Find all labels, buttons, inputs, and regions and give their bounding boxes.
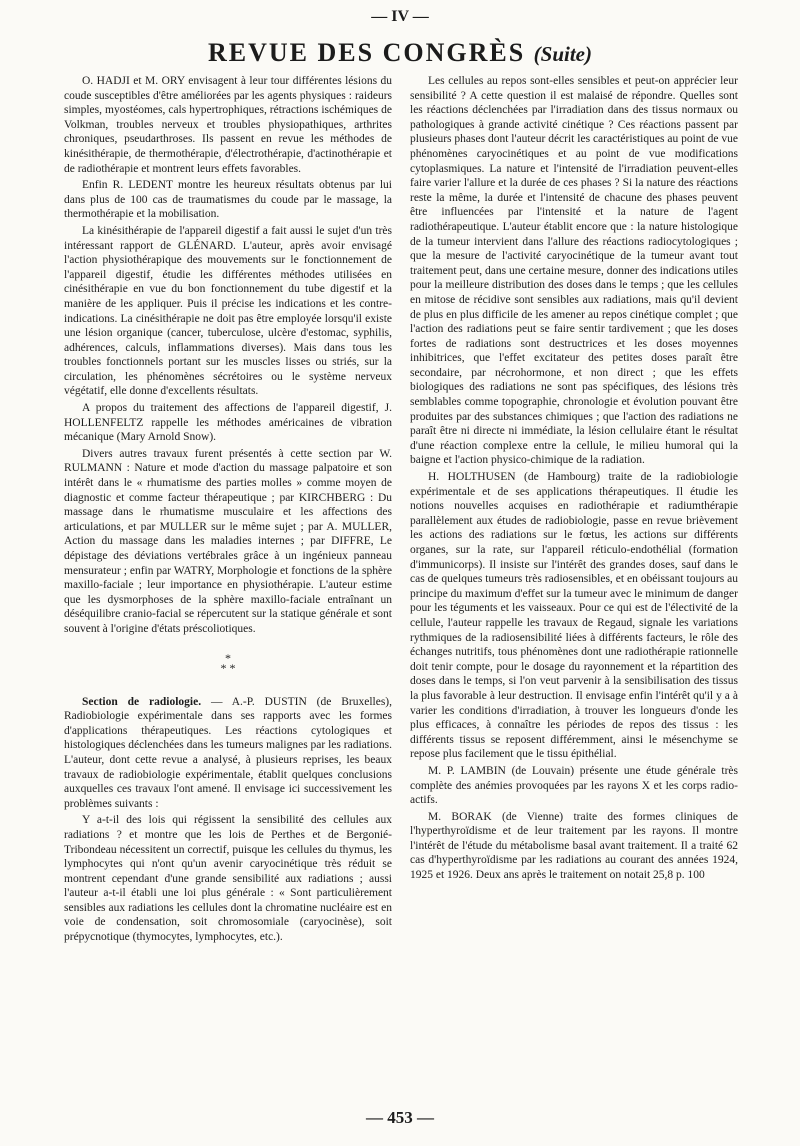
paragraph-lois-sensibilite: Y a-t-il des lois qui régissent la sensibilité des cellules aux radiations ? et montre que les lois de Perthes et de Bergonié-Tribondeau nécessitent un correctif, puisque les cellules du thymus, les lymphocytes qui n'ont qu'un avenir caryocinétique très réduit se montrent cependant d'une grande sensibilité aux radiations ; aussi l'auteur a-t-il établi une loi plus générale : « Sont particulièrement sensibles aux radiations les cellules dont la chromatine nucléaire est en voie de condensation, soit chromosomiale (caryocinèse), soit prépycnotique (thymocytes, lymphocytes, etc.).: [64, 814, 392, 944]
section-title: [0, 38, 800, 68]
left-column: [64, 74, 392, 947]
section-heading-radiologie: Section de radiologie.: [82, 695, 202, 708]
paragraph-divers-travaux: Divers autres travaux furent présentés à cette section par W. RULMANN : Nature et mode d'action du massage palpatoire et son intérêt dans le « rhumatisme des parties molles » comme moyen de diagnostic et comme facteur thérapeutique ; par KIRCHBERG : Du massage dans le rhumatisme musculaire et les affections des articulations, et par MULLER sur le même sujet ; par A. MULLER, Action du massage dans les maladies internes ; par DIFFRE, Le dépistage des déviations vertébrales grâce à un ingénieux panneau mensurateur ; enfin par WATRY, Morphologie et fonctions de la sphère maxillo-faciale ; leur importance en physiothérapie. L'auteur estime que les dysmorphoses de la sphère maxillo-faciale entraînant un déséquilibre cranio-facial se répercutent sur la statique générale et sont souvent à l'origine d'états préscoliotiques.: [64, 447, 392, 635]
paragraph-cellules-repos: Les cellules au repos sont-elles sensibles et peut-on apprécier leur sensibilité ? A cette question il est malaisé de répondre. Quelles sont les réactions déclenchées par l'irradiation dans des tissus normaux ou pathologiques à grande activité cinétique ? Ces réactions passent par plusieurs phases dont l'auteur décrit les caractéristiques au point de vue phénomènes caryocinétiques et au point de vue modifications cytoplasmiques. La nature et l'intensité de l'irradiation peuvent-elles faire varier l'allure et la durée de ces phases ? Si la nature des réactions reste la même, la durée et l'intensité de chacune des phases peuvent être influencées par l'intensité et la nature de l'agent radiothérapeutique. L'auteur établit encore que : la nature histologique de la tumeur intervient dans l'allure des réactions radiocytologiques ; que la mesure de l'activité caryocinétique de la tumeur avant tout traitement peut, dans une certaine mesure, donner des indications utiles pour la meilleure distribution des doses dans le temps ; que les cellules en mitose de récidive sont sensibles aux radiations, mais qu'il devient de plus en plus difficile de les amener au repos cinétique complet ; que l'action des radiations peut se faire sentir tardivement ; que les doses fortes de radiations sont destructrices et les doses moyennes inhibitrices, que l'effet excitateur des petites doses paraît être secondaire, par nécrohormone, et non direct ; que les effets biologiques des radiations ne sont pas spécifiques, des lésions très semblables comme topographie, chronologie et évolution pouvant être produites par des substances chimiques ; que l'action des radiations ne paraît être ni directe ni immédiate, la lésion cellulaire étant le résultat d'une réaction complexe entre la cellule, le milieu humoral qui la baigne et l'action physico-chimique de la radiation.: [410, 75, 738, 467]
paragraph-lambin: M. P. LAMBIN (de Louvain) présente une étude générale très complète des anémies provoquées par les rayons X et les corps radio-actifs.: [410, 764, 738, 807]
roman-page-number: — IV —: [371, 8, 429, 25]
paragraph-borak: M. BORAK (de Vienne) traite des formes cliniques de l'hyperthyroïdisme et de leur traitement par les rayons. Il montre l'intérêt de l'étude du métabolisme basal avant traitement. Il a traité 62 cas d'hyperthyroïdisme par les radiations au courant des années 1924, 1925 et 1926. Deux ans après le traitement on notait 25,8 p. 100: [410, 810, 738, 882]
page-number: — 453 —: [366, 1108, 434, 1127]
paragraph-glenard: La kinésithérapie de l'appareil digestif a fait aussi le sujet d'un très intéressant rapport de GLÉNARD. L'auteur, après avoir envisagé l'action physiothérapique des mouvements sur le fonctionnement de l'appareil digestif, étudie les différentes méthodes utilisées en cinésithérapie en vue du bon fonctionnement du tube digestif et la manière de les appliquer. Puis il précise les indications et les contre-indications. La cinésithérapie ne doit pas être employée lorsqu'il existe une lésion organique (cancer, tuberculose, ulcère d'estomac, syphilis, adhérences, calculs, inflammations diverses). Mais dans tous les troubles fonctionnels portant sur les muscles lisses ou striés, sur la circulation, les phénomènes sécrétoires ou le système nerveux végétatif, elle donne d'excellents résultats.: [64, 224, 392, 398]
asterism-bottom: * *: [220, 660, 236, 675]
right-column: [410, 74, 738, 885]
asterism-top: *: [225, 650, 231, 665]
paragraph-holthusen: H. HOLTHUSEN (de Hambourg) traite de la radiobiologie expérimentale et de ses applications thérapeutiques. Il étudie les notions nouvelles acquises en radiothérapie et radiumthérapie parallèlement aux études de radiobiologie, passe en revue brièvement les actions des radiations sur le fœtus, les actions sur différents organes, sur la rate, sur l'appareil réticulo-endothélial (formation d'immunicorps). Il insiste sur l'intérêt des grandes doses, sauf dans le cas de quelques tumeurs très radiosensibles, et en obéissant toujours au principe du maximum d'effet sur la tumeur avec le minimum de danger pour les téguments et les vaisseaux. Pour ce qui est de l'électivité de la cellule, l'auteur rappelle les travaux de Regaud, signale les variations rythmiques de la radiosensibilité liées à différents facteurs, le rôle des échanges nutritifs, tous phénomènes dont une radiothérapie rationnelle doit tenir compte, pour le dosage du rayonnement et la répartition des doses dans le temps, si l'on veut parvenir à la sensibilisation des tissus la plus favorable à leur destruction. Il envisage enfin l'intérêt qu'il y a à varier les conditions d'irradiation, à trouver les longueurs d'onde les plus efficaces, à connaître les périodes de repos des tissus : les différents tissus se reposent différemment, ainsi le mésenchyme se repose plus facilement que le tissu épithélial.: [410, 471, 738, 761]
title-suite: (Suite): [533, 42, 592, 66]
asterism: [64, 650, 392, 675]
paragraph-hollenfeltz: A propos du traitement des affections de l'appareil digestif, J. HOLLENFELTZ rappelle les méthodes américaines de vibration mécanique (Mary Arnold Snow).: [64, 402, 392, 444]
title-main: REVUE DES CONGRÈS: [207, 38, 526, 67]
paragraph-dustin: — A.-P. DUSTIN (de Bruxelles), Radiobiologie expérimentale dans ses rapports avec les formes d'applications thérapeutiques. Les réactions cytologiques et histologiques déclenchées dans les tumeurs malignes par les radiations. L'auteur, dont cette revue a analysé, à plusieurs reprises, les beaux travaux de radiobiologie expérimentale, établit quelques conclusions auxquelles ces travaux l'ont amené. Il envisage ici successivement les problèmes suivants :: [64, 695, 393, 810]
paragraph-section-radiologie: [64, 695, 392, 812]
paragraph-hadji-ory: O. HADJI et M. ORY envisagent à leur tour différentes lésions du coude susceptibles d'être améliorées par les agents physiques : raideurs simples, myostéomes, cals hypertrophiques, rétractions ischémiques de Volkman, troubles nerveux et troubles physiopathiques, arthrites chroniques, pseudarthroses. Ils passent en revue les méthodes de kinésithérapie, de thermothérapie, d'électrothérapie, d'actinothérapie et de radiothérapie et montrent leurs effets favorables.: [64, 75, 392, 175]
paragraph-ledent: Enfin R. LEDENT montre les heureux résultats obtenus par lui dans plus de 100 cas de traumatismes du coude par le massage, la thermothérapie et la mobilisation.: [64, 179, 392, 221]
